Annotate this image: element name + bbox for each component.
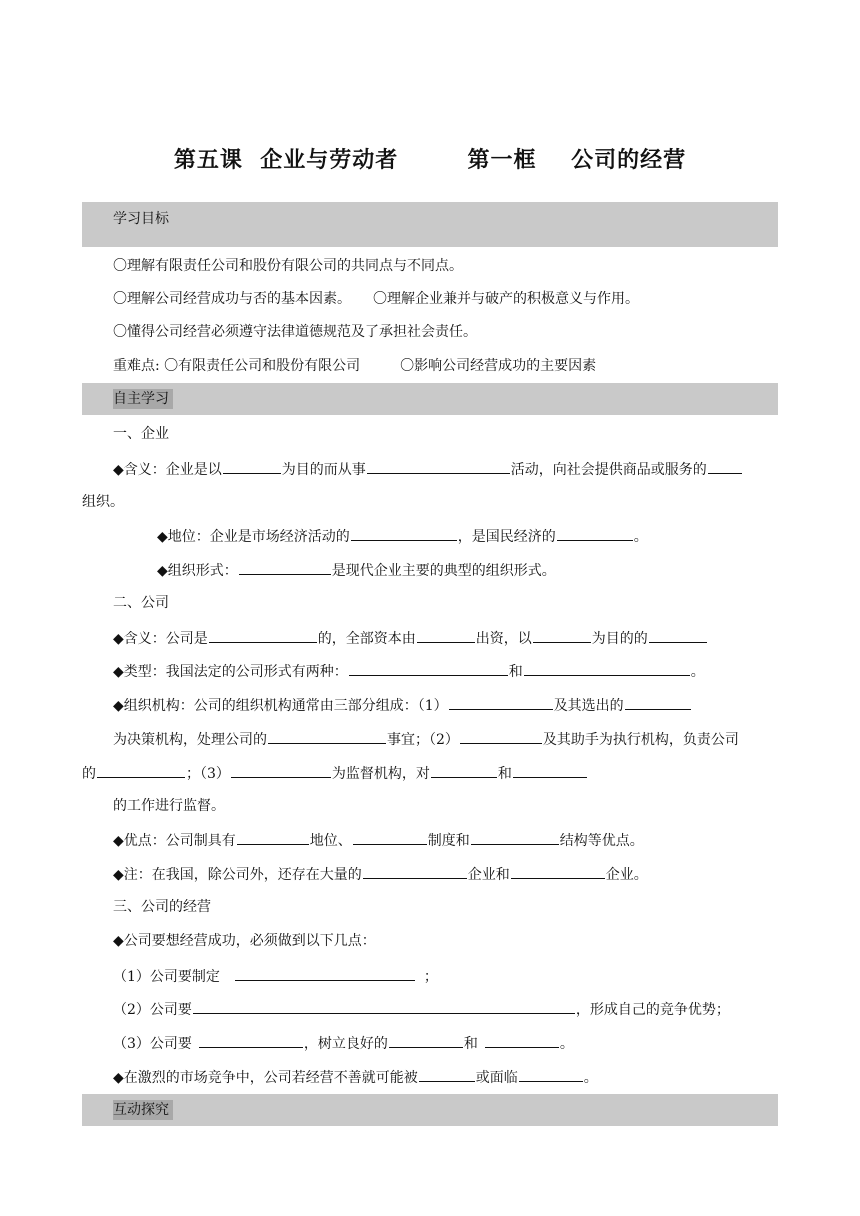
section-label-self-study: 自主学习 [113,389,173,409]
fill-blank[interactable] [708,458,742,474]
part2-org-3: 的 ；（3） 为监督机构，对 和 [82,762,588,784]
fill-blank[interactable] [353,829,427,845]
fill-blank[interactable] [524,660,690,676]
goal-3: 〇懂得公司经营必须遵守法律道德规范及了承担社会责任。 [113,324,477,340]
goal-1: 〇理解有限责任公司和股份有限公司的共同点与不同点。 [113,258,463,274]
fill-blank[interactable] [471,829,559,845]
part2-heading: 二、公司 [113,595,169,611]
fill-blank[interactable] [231,762,331,778]
fill-blank[interactable] [511,863,605,879]
section-label-goals: 学习目标 [113,211,169,227]
fill-blank[interactable] [485,1032,559,1048]
part2-note: ◆注：在我国，除公司外，还存在大量的 企业和 企业。 [113,863,648,885]
fill-blank[interactable] [235,965,415,981]
part1-status: ◆地位：企业是市场经济活动的 ，是国民经济的 。 [157,525,648,547]
part2-org-1: ◆组织机构：公司的组织机构通常由三部分组成：（1） 及其选出的 [113,694,692,716]
part2-advantages: ◆优点：公司制具有 地位、 制度和 结构等优点。 [113,829,644,851]
fill-blank[interactable] [367,458,510,474]
fill-blank[interactable] [237,829,309,845]
fill-blank[interactable] [363,863,467,879]
page-title: 第五课 企业与劳动者 第一框 公司的经营 [173,148,687,173]
part2-types: ◆类型：我国法定的公司形式有两种： 和 。 [113,660,705,682]
part3-heading: 三、公司的经营 [113,899,211,915]
fill-blank[interactable] [193,998,575,1014]
part1-meaning-cont: 组织。 [82,494,124,510]
key-points: 重难点: 〇有限责任公司和股份有限公司 〇影响公司经营成功的主要因素 [113,358,597,374]
fill-blank[interactable] [449,694,553,710]
fill-blank[interactable] [649,627,707,643]
fill-blank[interactable] [351,525,457,541]
fill-blank[interactable] [209,627,317,643]
part2-org-2: 为决策机构，处理公司的 事宜；（2） 及其助手为执行机构，负责公司 [113,728,739,750]
fill-blank[interactable] [519,1066,583,1082]
part1-heading: 一、企业 [113,426,169,442]
fill-blank[interactable] [389,1032,463,1048]
fill-blank[interactable] [625,694,691,710]
fill-blank[interactable] [199,1032,303,1048]
fill-blank[interactable] [417,627,475,643]
fill-blank[interactable] [513,762,587,778]
fill-blank[interactable] [419,1066,475,1082]
fill-blank[interactable] [268,728,386,744]
section-bar-goals [82,202,778,247]
fill-blank[interactable] [239,559,331,575]
fill-blank[interactable] [557,525,633,541]
part3-intro: ◆公司要想经营成功，必须做到以下几点： [113,933,376,949]
fill-blank[interactable] [431,762,497,778]
part3-point-3: （3）公司要 ，树立良好的 和 。 [113,1032,574,1054]
fill-blank[interactable] [533,627,591,643]
part2-org-4: 的工作进行监督。 [113,798,225,814]
section-bar-self-study [82,383,778,415]
part3-point-1: （1）公司要制定 ； [113,965,438,987]
part3-point-2: （2）公司要 ，形成自己的竞争优势； [113,998,730,1020]
goal-2: 〇理解公司经营成功与否的基本因素。 〇理解企业兼并与破产的积极意义与作用。 [113,291,639,307]
fill-blank[interactable] [97,762,185,778]
part2-meaning: ◆含义：公司是 的，全部资本由 出资，以 为目的的 [113,627,708,649]
fill-blank[interactable] [349,660,508,676]
part1-meaning: ◆含义：企业是以 为目的而从事 活动，向社会提供商品或服务的 [113,458,743,480]
section-bar-interactive [82,1094,778,1126]
section-label-interactive: 互动探究 [113,1100,173,1120]
part1-form: ◆组织形式： 是现代企业主要的典型的组织形式。 [157,559,556,581]
fill-blank[interactable] [460,728,542,744]
fill-blank[interactable] [223,458,281,474]
part3-competition: ◆在激烈的市场竞争中，公司若经营不善就可能被 或面临 。 [113,1066,598,1088]
